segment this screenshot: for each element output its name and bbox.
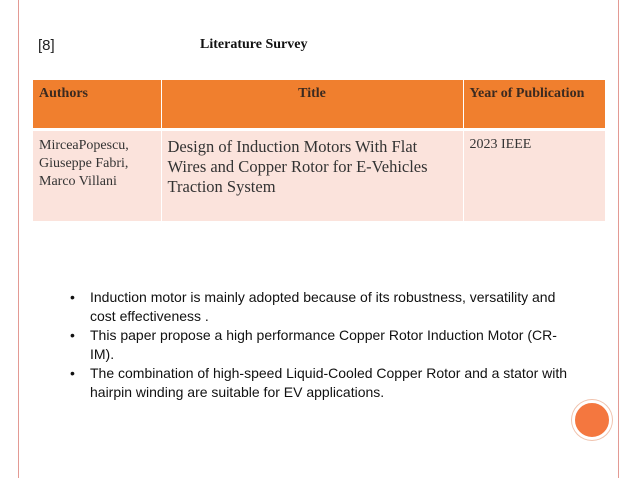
bullet-item: • This paper propose a high performance Copper Rotor Induction Motor (CR-IM). <box>68 326 568 364</box>
right-border-line <box>618 0 619 478</box>
decorative-circle <box>572 400 612 440</box>
header-title: Title <box>161 80 463 129</box>
table-header-row <box>33 80 605 129</box>
cell-title: Design of Induction Motors With Flat Wires and Copper Rotor for E-Vehicles Traction System <box>161 129 463 221</box>
reference-number: [8] <box>38 37 55 54</box>
bullet-item: • The combination of high-speed Liquid-Cooled Copper Rotor and a stator with hairpin winding are suitable for EV applications. <box>68 364 568 402</box>
table-row <box>33 129 605 221</box>
bullet-item: • Induction motor is mainly adopted because of its robustness, versatility and cost effectiveness . <box>68 288 568 326</box>
header-year: Year of Publication <box>463 80 605 129</box>
slide-heading: Literature Survey <box>200 37 308 52</box>
left-border-line <box>18 0 19 478</box>
cell-year: 2023 IEEE <box>463 129 605 221</box>
cell-authors: MirceaPopescu, Giuseppe Fabri, Marco Villani <box>33 129 161 221</box>
bullet-list <box>68 288 568 402</box>
header-authors: Authors <box>33 80 161 129</box>
literature-table <box>33 80 606 221</box>
